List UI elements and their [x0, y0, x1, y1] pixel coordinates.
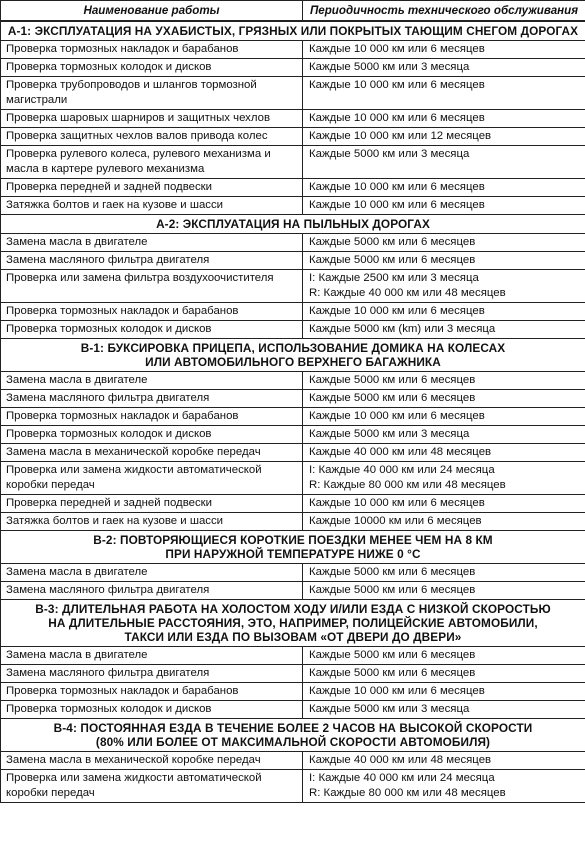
period-cell: [303, 128, 585, 146]
work-name-cell: Проверка трубопроводов и шлангов тормозной магистрали: [1, 77, 303, 110]
section-title: [1, 215, 585, 234]
table-row: [1, 234, 585, 252]
period-line: Каждые 10 000 км или 6 месяцев: [309, 199, 485, 211]
period-line: Каждые 10000 км или 6 месяцев: [309, 515, 482, 527]
section-header-row: [1, 215, 585, 234]
period-line: Каждые 5000 км или 6 месяцев: [309, 566, 476, 578]
table-row: [1, 770, 585, 803]
period-cell: [303, 234, 585, 252]
period-line: Каждые 5000 км или 6 месяцев: [309, 667, 476, 679]
table-row: [1, 41, 585, 59]
table-row: [1, 462, 585, 495]
period-cell: [303, 495, 585, 513]
section-title-line: А-2: ЭКСПЛУАТАЦИЯ НА ПЫЛЬНЫХ ДОРОГАХ: [156, 217, 430, 231]
table-row: [1, 252, 585, 270]
table-row: [1, 426, 585, 444]
period-line: Каждые 5000 км или 3 месяца: [309, 148, 470, 160]
table-row: [1, 701, 585, 719]
work-name-cell: Замена масла в двигателе: [1, 372, 303, 390]
period-line: Каждые 10 000 км или 6 месяцев: [309, 497, 485, 509]
work-name-cell: Проверка защитных чехлов валов привода колес: [1, 128, 303, 146]
section-title: [1, 719, 585, 752]
period-line: Каждые 10 000 км или 6 месяцев: [309, 79, 485, 91]
work-name-cell: Замена масла в двигателе: [1, 234, 303, 252]
period-line: Каждые 5000 км или 6 месяцев: [309, 392, 476, 404]
table-row: [1, 146, 585, 179]
work-name-cell: Проверка тормозных колодок и дисков: [1, 321, 303, 339]
period-cell: [303, 426, 585, 444]
period-line: Каждые 40 000 км или 48 месяцев: [309, 754, 492, 766]
period-cell: [303, 665, 585, 683]
work-name-cell: Проверка рулевого колеса, рулевого механизма и масла в картере рулевого механизма: [1, 146, 303, 179]
work-name-cell: Проверка тормозных накладок и барабанов: [1, 408, 303, 426]
period-line: R: Каждые 80 000 км или 48 месяцев: [309, 479, 506, 491]
table-body: [1, 21, 585, 803]
period-cell: [303, 110, 585, 128]
table-row: [1, 390, 585, 408]
section-title-line: НА ДЛИТЕЛЬНЫЕ РАССТОЯНИЯ, ЭТО, НАПРИМЕР, ПОЛИЦЕЙСКИЕ АВТОМОБИЛИ,: [48, 616, 538, 630]
section-title: [1, 21, 585, 41]
work-name-cell: Проверка или замена жидкости автоматической коробки передач: [1, 462, 303, 495]
table-row: [1, 444, 585, 462]
table-row: [1, 372, 585, 390]
table-row: [1, 495, 585, 513]
section-title-line: ПРИ НАРУЖНОЙ ТЕМПЕРАТУРЕ НИЖЕ 0 °С: [165, 547, 421, 561]
period-line: I: Каждые 40 000 км или 24 месяца: [309, 772, 495, 784]
section-title-line: В-2: ПОВТОРЯЮЩИЕСЯ КОРОТКИЕ ПОЕЗДКИ МЕНЕЕ ЧЕМ НА 8 КМ: [93, 533, 493, 547]
period-cell: [303, 513, 585, 531]
period-cell: [303, 462, 585, 495]
column-header-work: Наименование работы: [1, 1, 303, 22]
period-line: Каждые 5000 км (km) или 3 месяца: [309, 323, 496, 335]
period-line: Каждые 10 000 км или 6 месяцев: [309, 43, 485, 55]
work-name-cell: Проверка передней и задней подвески: [1, 179, 303, 197]
table-row: [1, 582, 585, 600]
period-cell: [303, 372, 585, 390]
work-name-cell: Проверка или замена фильтра воздухоочистителя: [1, 270, 303, 303]
period-cell: [303, 444, 585, 462]
period-cell: [303, 146, 585, 179]
table-row: [1, 128, 585, 146]
column-header-period: Периодичность технического обслуживания: [303, 1, 585, 22]
period-cell: [303, 270, 585, 303]
table-row: [1, 564, 585, 582]
period-line: Каждые 5000 км или 3 месяца: [309, 703, 470, 715]
table-row: [1, 752, 585, 770]
period-line: Каждые 5000 км или 6 месяцев: [309, 254, 476, 266]
period-line: Каждые 10 000 км или 6 месяцев: [309, 112, 485, 124]
section-header-row: [1, 719, 585, 752]
section-title: [1, 339, 585, 372]
work-name-cell: Затяжка болтов и гаек на кузове и шасси: [1, 513, 303, 531]
section-header-row: [1, 531, 585, 564]
table-row: [1, 77, 585, 110]
work-name-cell: Замена масла в двигателе: [1, 647, 303, 665]
period-cell: [303, 582, 585, 600]
period-cell: [303, 252, 585, 270]
period-line: Каждые 5000 км или 6 месяцев: [309, 374, 476, 386]
period-line: Каждые 5000 км или 6 месяцев: [309, 649, 476, 661]
period-cell: [303, 408, 585, 426]
period-line: Каждые 40 000 км или 48 месяцев: [309, 446, 492, 458]
period-cell: [303, 647, 585, 665]
table-row: [1, 270, 585, 303]
section-title-line: А-1: ЭКСПЛУАТАЦИЯ НА УХАБИСТЫХ, ГРЯЗНЫХ ИЛИ ПОКРЫТЫХ ТАЮЩИМ СНЕГОМ ДОРОГАХ: [7, 24, 579, 38]
table-row: [1, 197, 585, 215]
work-name-cell: Замена масляного фильтра двигателя: [1, 390, 303, 408]
period-line: Каждые 5000 км или 3 месяца: [309, 428, 470, 440]
work-name-cell: Проверка тормозных колодок и дисков: [1, 701, 303, 719]
section-title: [1, 600, 585, 647]
period-cell: [303, 41, 585, 59]
work-name-cell: Проверка тормозных накладок и барабанов: [1, 41, 303, 59]
work-name-cell: Проверка передней и задней подвески: [1, 495, 303, 513]
period-line: I: Каждые 2500 км или 3 месяца: [309, 272, 479, 284]
section-title-line: В-3: ДЛИТЕЛЬНАЯ РАБОТА НА ХОЛОСТОМ ХОДУ И/ИЛИ ЕЗДА С НИЗКОЙ СКОРОСТЬЮ: [35, 602, 551, 616]
period-cell: [303, 197, 585, 215]
period-cell: [303, 59, 585, 77]
table-row: [1, 303, 585, 321]
work-name-cell: Проверка или замена жидкости автоматической коробки передач: [1, 770, 303, 803]
table-row: [1, 179, 585, 197]
work-name-cell: Замена масляного фильтра двигателя: [1, 665, 303, 683]
period-cell: [303, 683, 585, 701]
period-line: Каждые 10 000 км или 6 месяцев: [309, 305, 485, 317]
period-line: I: Каждые 40 000 км или 24 месяца: [309, 464, 495, 476]
period-line: Каждые 5000 км или 3 месяца: [309, 61, 470, 73]
period-line: R: Каждые 40 000 км или 48 месяцев: [309, 287, 506, 299]
work-name-cell: Проверка тормозных накладок и барабанов: [1, 683, 303, 701]
period-cell: [303, 701, 585, 719]
period-line: Каждые 10 000 км или 6 месяцев: [309, 181, 485, 193]
period-cell: [303, 179, 585, 197]
work-name-cell: Замена масляного фильтра двигателя: [1, 582, 303, 600]
work-name-cell: Замена масла в механической коробке передач: [1, 752, 303, 770]
period-line: Каждые 5000 км или 6 месяцев: [309, 236, 476, 248]
table-row: [1, 513, 585, 531]
work-name-cell: Затяжка болтов и гаек на кузове и шасси: [1, 197, 303, 215]
period-cell: [303, 77, 585, 110]
work-name-cell: Замена масляного фильтра двигателя: [1, 252, 303, 270]
table-row: [1, 647, 585, 665]
section-title: [1, 531, 585, 564]
table-row: [1, 665, 585, 683]
table-row: [1, 321, 585, 339]
table-header-row: [1, 1, 585, 22]
work-name-cell: Проверка тормозных накладок и барабанов: [1, 303, 303, 321]
work-name-cell: Замена масла в двигателе: [1, 564, 303, 582]
section-header-row: [1, 21, 585, 41]
table-row: [1, 408, 585, 426]
section-header-row: [1, 600, 585, 647]
table-row: [1, 110, 585, 128]
period-cell: [303, 321, 585, 339]
period-line: Каждые 10 000 км или 6 месяцев: [309, 685, 485, 697]
section-title-line: (80% ИЛИ БОЛЕЕ ОТ МАКСИМАЛЬНОЙ СКОРОСТИ АВТОМОБИЛЯ): [95, 735, 491, 749]
period-line: Каждые 10 000 км или 6 месяцев: [309, 410, 485, 422]
period-line: Каждые 10 000 км или 12 месяцев: [309, 130, 492, 142]
period-cell: [303, 303, 585, 321]
period-line: Каждые 5000 км или 6 месяцев: [309, 584, 476, 596]
work-name-cell: Замена масла в механической коробке передач: [1, 444, 303, 462]
period-cell: [303, 564, 585, 582]
work-name-cell: Проверка шаровых шарниров и защитных чехлов: [1, 110, 303, 128]
section-title-line: В-4: ПОСТОЯННАЯ ЕЗДА В ТЕЧЕНИЕ БОЛЕЕ 2 ЧАСОВ НА ВЫСОКОЙ СКОРОСТИ: [53, 721, 533, 735]
table-row: [1, 683, 585, 701]
section-title-line: ИЛИ АВТОМОБИЛЬНОГО ВЕРХНЕГО БАГАЖНИКА: [145, 355, 441, 369]
period-line: R: Каждые 80 000 км или 48 месяцев: [309, 787, 506, 799]
section-title-line: ТАКСИ ИЛИ ЕЗДА ПО ВЫЗОВАМ «ОТ ДВЕРИ ДО ДВЕРИ»: [124, 630, 462, 644]
work-name-cell: Проверка тормозных колодок и дисков: [1, 426, 303, 444]
section-title-line: В-1: БУКСИРОВКА ПРИЦЕПА, ИСПОЛЬЗОВАНИЕ ДОМИКА НА КОЛЕСАХ: [80, 341, 506, 355]
period-cell: [303, 752, 585, 770]
table-row: [1, 59, 585, 77]
work-name-cell: Проверка тормозных колодок и дисков: [1, 59, 303, 77]
section-header-row: [1, 339, 585, 372]
period-cell: [303, 770, 585, 803]
period-cell: [303, 390, 585, 408]
